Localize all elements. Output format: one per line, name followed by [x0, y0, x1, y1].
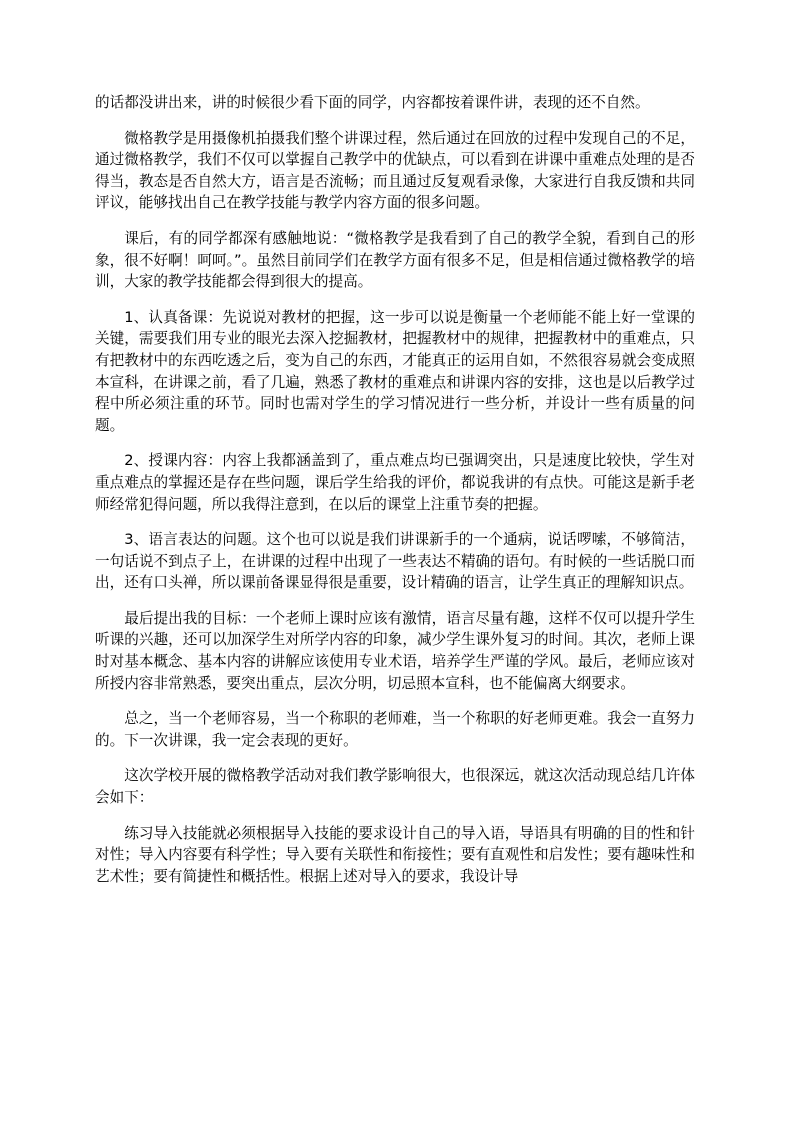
paragraph-lesson-preparation: 1、认真备课：先说说对教材的把握，这一步可以说是衡量一个老师能不能上好一堂课的关键，需要我们用专业的眼光去深入挖掘教材，把握教材中的规律，把握教材中的重难点，只有把教材中的东西吃透之后，变为自己的东西，才能真正的运用自如，不然很容易就会变成照本宣科，在讲课之前，看了几遍，熟悉了教材的重难点和讲课内容的安排，这也是以后教学过程中所必须注重的环节。同时也需对学生的学习情况进行一些分析，并设计一些有质量的问题。 — [95, 308, 695, 434]
paragraph-goals: 最后提出我的目标：一个老师上课时应该有激情，语言尽量有趣，这样不仅可以提升学生听课的兴趣，还可以加深学生对所学内容的印象，减少学生课外复习的时间。其次，老师上课时对基本概念、基本内容的讲解应该使用专业术语，培养学生严谨的学风。最后，老师应该对所授内容非常熟悉，要突出重点，层次分明，切忌照本宣科，也不能偏离大纲要求。 — [95, 609, 695, 692]
paragraph-introduction-skills: 练习导入技能就必须根据导入技能的要求设计自己的导入语，导语具有明确的目的性和针对性；导入内容要有科学性；导入要有关联性和衔接性；要有直观性和启发性；要有趣味性和艺术性；要有简捷性和概括性。根据上述对导入的要求，我设计导 — [95, 824, 695, 885]
paragraph-conclusion: 总之，当一个老师容易，当一个称职的老师难，当一个称职的好老师更难。我会一直努力的。下一次讲课，我一定会表现的更好。 — [95, 710, 695, 749]
paragraph-continuation: 的话都没讲出来，讲的时候很少看下面的同学，内容都按着课件讲，表现的还不自然。 — [95, 94, 650, 111]
paragraph-activity-summary: 这次学校开展的微格教学活动对我们教学影响很大，也很深远，就这次活动现总结几许体会如下： — [95, 767, 695, 807]
paragraph-microteaching-intro: 微格教学是用摄像机拍摄我们整个讲课过程，然后通过在回放的过程中发现自己的不足，通过微格教学，我们不仅可以掌握自己教学中的优缺点，可以看到在讲课中重难点处理的是否得当，教态是否自然大方，语言是否流畅；而且通过反复观看录像，大家进行自我反馈和共同评议，能够找出自己在教学技能与教学内容方面的很多问题。 — [95, 129, 695, 212]
paragraph-language-expression: 3、语言表达的问题。这个也可以说是我们讲课新手的一个通病，说话啰嗦，不够简洁，一句话说不到点子上，在讲课的过程中出现了一些表达不精确的语句。有时候的一些话脱口而出，还有口头禅，所以课前备课显得很是重要，设计精确的语言，让学生真正的理解知识点。 — [95, 531, 695, 592]
document-page — [95, 92, 695, 901]
paragraph-classmates-quote: 课后，有的同学都深有感触地说：“微格教学是我看到了自己的教学全貌，看到自己的形象，很不好啊！呵呵。”。虽然目前同学们在教学方面有很多不足，但是相信通过微格教学的培训，大家的教学技能都会得到很大的提高。 — [95, 229, 695, 291]
paragraph-teaching-content: 2、授课内容：内容上我都涵盖到了，重点难点均已强调突出，只是速度比较快，学生对重点难点的掌握还是存在些问题，课后学生给我的评价，都说我讲的有点快。可能这是新手老师经常犯得问题，所以我得注意到，在以后的课堂上注重节奏的把握。 — [95, 452, 695, 513]
